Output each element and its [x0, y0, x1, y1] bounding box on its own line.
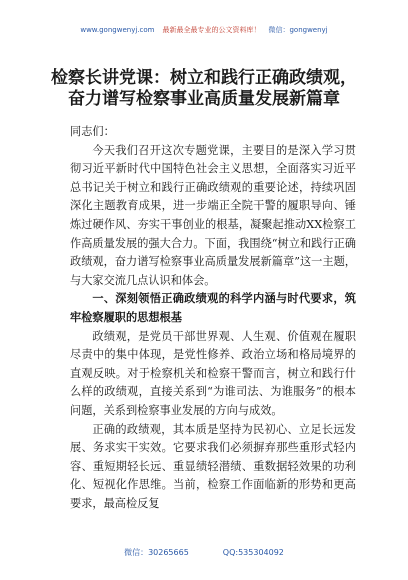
document-title — [40, 68, 368, 110]
header-slogan: 最新最全最专业的公文资料库！ — [162, 26, 261, 34]
title-line-2: 奋力谱写检察事业高质量发展新篇章 — [68, 89, 340, 109]
site-link[interactable]: www.gongwenyj.com — [80, 26, 155, 34]
section-heading: 一、深刻领悟正确政绩观的科学内涵与时代要求，筑牢检察履职的思想根基 — [70, 292, 356, 324]
paragraph: 今天我们召开这次专题党课，主要目的是深入学习贯彻习近平新时代中国特色社会主义思想，全面落实习近平总书记关于树立和践行正确政绩观的重要论述，持续巩固深化主题教育成果，进一步端正全院干警的履职导向、锤炼过硬作风、夯实干事创业的根基，凝聚起推动XX检察工作高质量发展的强大合力。下面，我围绕“树立和践行正确政绩观，奋力谱写检察事业高质量发展新篇章”这一主题，与大家交流几点认识和体会。 — [70, 143, 356, 287]
title-line-1: 检察长讲党课：树立和践行正确政绩观， — [51, 68, 357, 88]
paragraph: 正确的政绩观，其本质是坚持为民初心、立足长远发展、务求实干实效。它要求我们必须摒弃那些重形式轻内容、重短期轻长远、重显绩轻潜绩、重数据轻效果的功利化、短视化作思维。当前，检察工作面临新的形势和更高要求，最高检反复 — [70, 422, 356, 510]
footer-qq: QQ:535304092 — [222, 548, 284, 557]
header-wechat: 微信：gongwenyj — [268, 26, 328, 34]
footer-wechat: 微信：30265665 — [124, 548, 189, 557]
paragraph: 政绩观，是党员干部世界观、人生观、价值观在履职尽责中的集中体现，是党性修养、政治立场和格局境界的直观反映。对于检察机关和检察干警而言，树立和践行什么样的政绩观，直接关系到“为谁司法、为谁服务”的根本问题，关系到检察事业发展的方向与成效。 — [70, 329, 356, 417]
salutation: 同志们： — [70, 125, 115, 138]
document-body — [70, 123, 356, 513]
page-header — [0, 25, 408, 35]
page-footer — [0, 547, 408, 559]
